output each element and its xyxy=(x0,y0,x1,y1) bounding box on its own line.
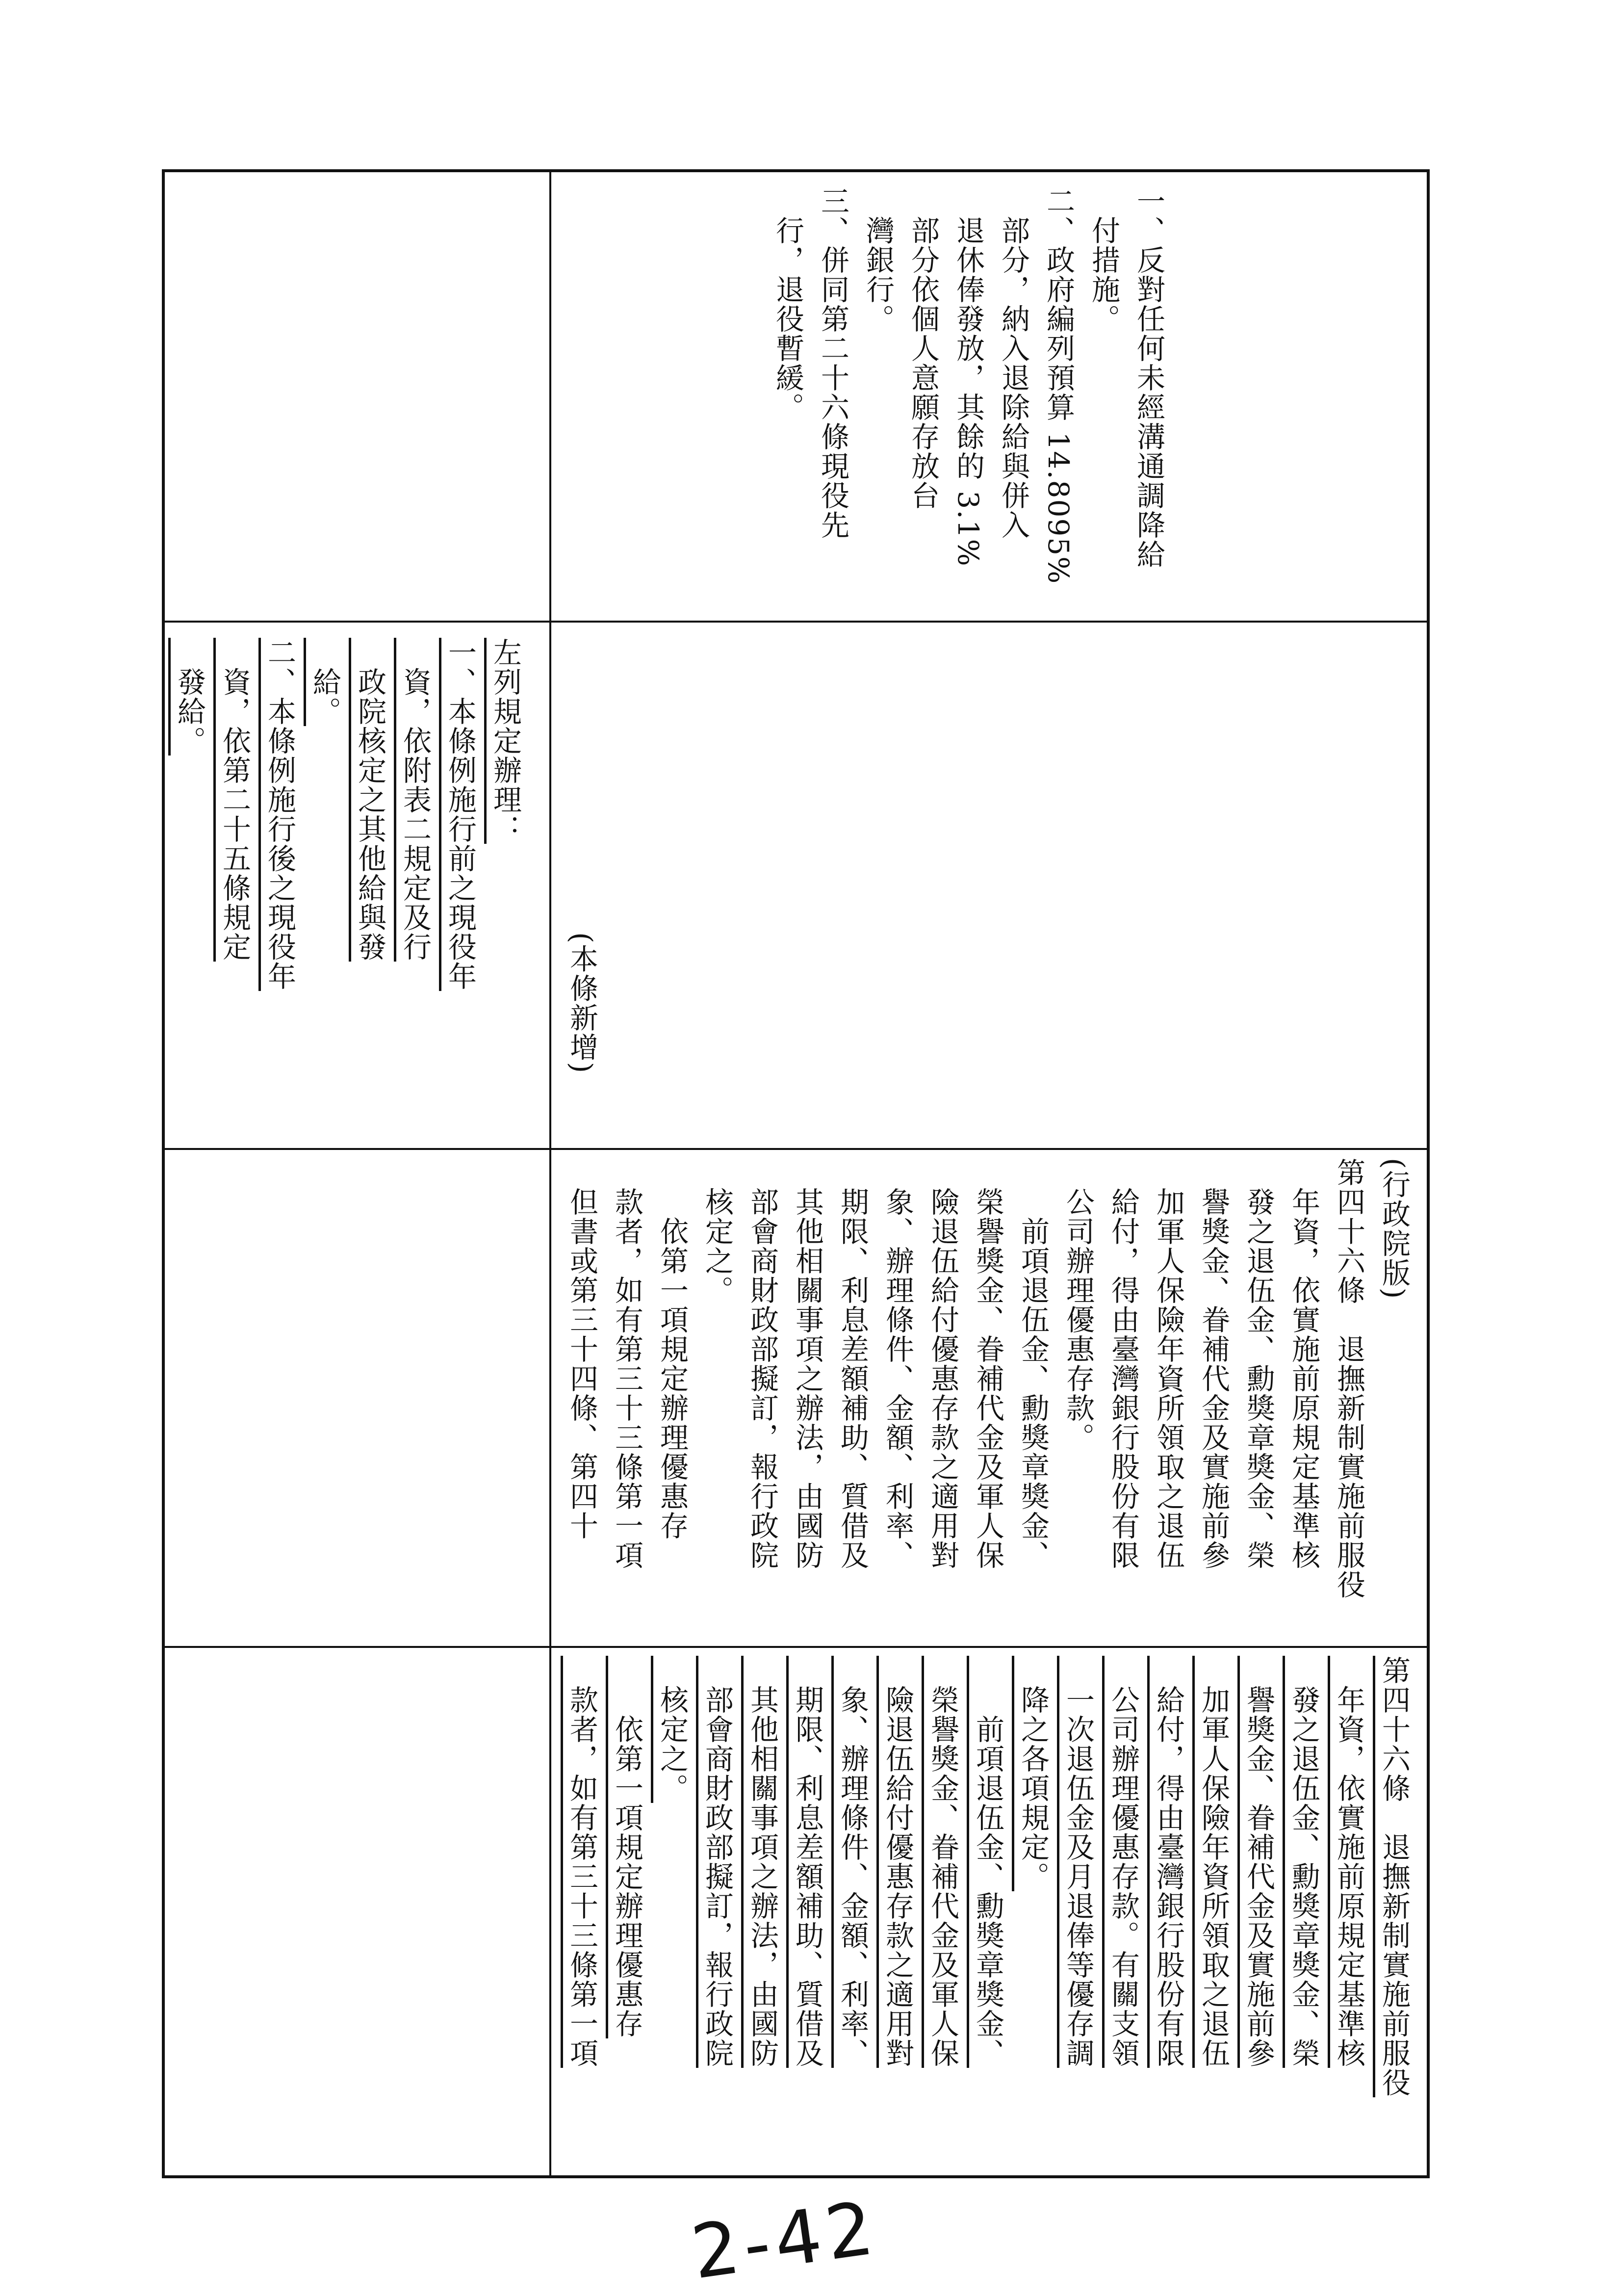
explanation-text xyxy=(765,186,1171,608)
text-line: 公司辦理優惠存款。 xyxy=(1061,1158,1095,1452)
text-line: 付措施。 xyxy=(1087,186,1120,334)
new-article-note: (本條新增) xyxy=(565,932,598,1074)
row-divider-3 xyxy=(162,1646,1430,1648)
text-line: 年資，依實施前原規定基準核 xyxy=(1287,1158,1320,1570)
text-line: 但書或第三十四條、第四十 xyxy=(565,1158,598,1540)
row-divider-2 xyxy=(162,1148,1430,1150)
text-line: 其他相關事項之辦法，由國防 xyxy=(791,1158,824,1570)
explanation-cell xyxy=(765,186,1165,608)
text-line: 資，依第二十五條規定 xyxy=(218,638,251,962)
proposed-text-upper xyxy=(167,638,528,1138)
text-line: 第四十六條 退撫新制實施前服役 xyxy=(1377,1656,1411,2097)
text-line: 期限、利息差額補助、質借及 xyxy=(791,1656,824,2068)
text-line: 部會商財政部擬訂，報行政院 xyxy=(746,1158,779,1570)
text-line: 資，依附表二規定及行 xyxy=(398,638,432,962)
text-line: 發之退伍金、勳獎章獎金、榮 xyxy=(1287,1656,1320,2068)
text-line: 行，退役暫緩。 xyxy=(771,186,804,422)
column-divider xyxy=(549,169,551,2178)
text-line: 榮譽獎金、眷補代金及軍人保 xyxy=(971,1158,1004,1570)
note-cell xyxy=(559,932,618,1138)
text-line: 加軍人保險年資所領取之退伍 xyxy=(1152,1158,1185,1570)
text-line: 譽獎金、眷補代金及實施前參 xyxy=(1242,1656,1275,2068)
text-line: 第四十六條 退撫新制實施前服役 xyxy=(1332,1158,1365,1599)
text-line: 部分依個人意願存放台 xyxy=(906,186,940,510)
text-line: (行政院版) xyxy=(1377,1158,1411,1300)
text-line: 險退伍給付優惠存款之適用對 xyxy=(881,1656,914,2068)
text-line: 年資，依實施前原規定基準核 xyxy=(1332,1656,1365,2068)
proposed-cell-lower xyxy=(559,1656,1417,2171)
text-line: 一、反對任何未經溝通調降給 xyxy=(1132,186,1165,569)
text-line: 象、辦理條件、金額、利率、 xyxy=(881,1158,914,1570)
text-line: 給付，得由臺灣銀行股份有限 xyxy=(1106,1158,1140,1570)
text-line: 期限、利息差額補助、質借及 xyxy=(836,1158,869,1570)
text-line: 發給。 xyxy=(173,638,206,756)
text-line: 其他相關事項之辦法，由國防 xyxy=(746,1656,779,2068)
current-text-cell xyxy=(559,1158,1411,1636)
text-line: 依第一項規定辦理優惠存 xyxy=(655,1158,689,1540)
text-line: 退休俸發放，其餘的 3.1% xyxy=(951,186,985,567)
proposed-cell-upper xyxy=(167,638,522,1138)
text-line: 部分，納入退除給與併入 xyxy=(997,186,1030,540)
text-line: 左列規定辦理： xyxy=(489,638,522,844)
text-line: 象、辦理條件、金額、利率、 xyxy=(836,1656,869,2068)
text-line: 部會商財政部擬訂，報行政院 xyxy=(700,1656,734,2068)
text-line: 給付，得由臺灣銀行股份有限 xyxy=(1152,1656,1185,2068)
text-line: 二、本條例施行後之現役年 xyxy=(263,638,296,991)
text-line: 一次退伍金及月退俸等優存調 xyxy=(1061,1656,1095,2068)
text-line: 榮譽獎金、眷補代金及軍人保 xyxy=(926,1656,959,2068)
text-line: 前項退伍金、勳獎章獎金、 xyxy=(971,1656,1004,2068)
text-line: 一、本條例施行前之現役年 xyxy=(443,638,477,991)
text-line: 灣銀行。 xyxy=(861,186,895,334)
text-line: 二、政府編列預算 14.8095% xyxy=(1042,186,1075,585)
text-line: 政院核定之其他給與發 xyxy=(353,638,386,962)
text-line: 降之各項規定。 xyxy=(1016,1656,1050,1891)
row-divider-1 xyxy=(162,621,1430,623)
current-text xyxy=(559,1158,1416,1636)
text-line: 公司辦理優惠存款。有關支領 xyxy=(1106,1656,1140,2068)
text-line: 加軍人保險年資所領取之退伍 xyxy=(1197,1656,1230,2068)
text-line: 譽獎金、眷補代金及實施前參 xyxy=(1197,1158,1230,1570)
page-number: 2-42 xyxy=(686,2185,883,2296)
text-line: 發之退伍金、勳獎章獎金、榮 xyxy=(1242,1158,1275,1570)
text-line: 險退伍給付優惠存款之適用對 xyxy=(926,1158,959,1570)
proposed-text-lower xyxy=(559,1656,1416,2171)
text-line: 核定之。 xyxy=(700,1158,734,1305)
text-line: 前項退伍金、勳獎章獎金、 xyxy=(1016,1158,1050,1570)
text-line: 款者，如有第三十三條第一項 xyxy=(565,1656,598,2068)
text-line: 給。 xyxy=(308,638,341,726)
text-line: 依第一項規定辦理優惠存 xyxy=(610,1656,643,2038)
text-line: 三、併同第二十六條現役先 xyxy=(816,186,849,540)
text-line: 核定之。 xyxy=(655,1656,689,1803)
text-line: 款者，如有第三十三條第一項 xyxy=(610,1158,643,1570)
